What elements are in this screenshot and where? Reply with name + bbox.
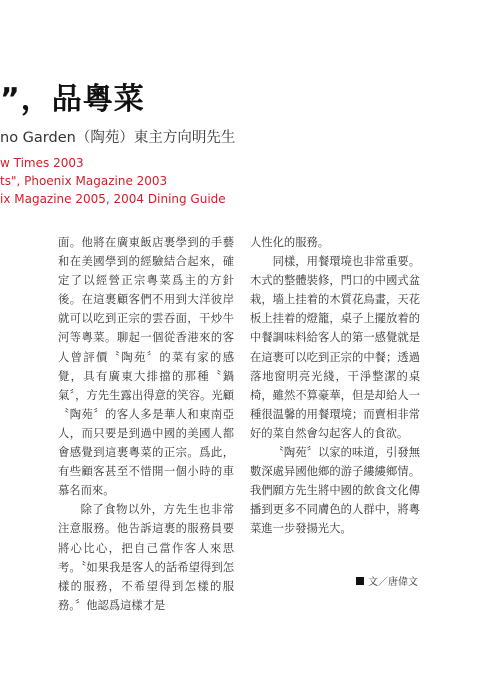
paragraph: 除了食物以外，方先生也非常注意服務。他告訴這裹的服務員要將心比心，把自己當作客人來思考。〝如果我是客人的話希望得到怎樣的服務，不希望得到怎樣的服務。〞他認爲這樣才是: [58, 503, 234, 612]
article-column-left: [58, 233, 234, 615]
paragraph: 面。他將在廣東飯店裹學到的手藝和在美國學到的經驗結合起來，確定了以經營正宗粵菜爲主的方針後。在這裹顧客們不用到大洋彼岸就可以吃到正宗的雲吞面，干炒牛河等粵菜。聊起一個從香港來的客人曾評價〝陶苑〞的菜有家的感覺，具有廣東大排擋的那種〝鍋氣〞，方先生露出得意的笑容。光顧〝陶苑〞的客人多是華人和東南亞人，而只要是到過中國的美國人都會感覺到這裹粵菜的正宗。爲此，有些顧客甚至不惜開一個小時的車慕名而來。: [58, 236, 234, 498]
page-title: ”，品粵菜: [0, 82, 145, 117]
page-subtitle: no Garden（陶苑）東主方向明先生: [0, 130, 236, 146]
author-name: 文／唐偉文: [368, 577, 418, 588]
article-column-right: [250, 233, 420, 539]
award-line: ix Magazine 2005, 2004 Dining Guide: [0, 192, 226, 206]
award-line: w Times 2003: [0, 156, 84, 170]
paragraph: 人性化的服務。: [250, 236, 330, 249]
author-byline: [356, 573, 418, 588]
award-line: ts", Phoenix Magazine 2003: [0, 174, 168, 188]
paragraph: 〝陶苑〞以家的味道，引發無數深處异國他鄉的游子縷縷鄉情。我們願方先生將中國的飲食文化傳播到更多不同膚色的人群中，將粵菜進一步發揚光大。: [250, 446, 420, 536]
paragraph: 同樣，用餐環境也非常重要。木式的整體裝修，門口的中國式盆栽，墻上挂着的木質花鳥畫，天花板上挂着的燈籠，桌子上擺放着的中餐調味料給客人的第一感覺就是在這裹可以吃到正宗的中餐；透過落地窗明亮光綫，干淨整潔的桌椅，雖然不算豪華，但是却給人一種很温馨的用餐環境；而賣相非常好的菜自然會勾起客人的食欲。: [250, 255, 420, 440]
square-bullet-icon: [356, 577, 364, 585]
